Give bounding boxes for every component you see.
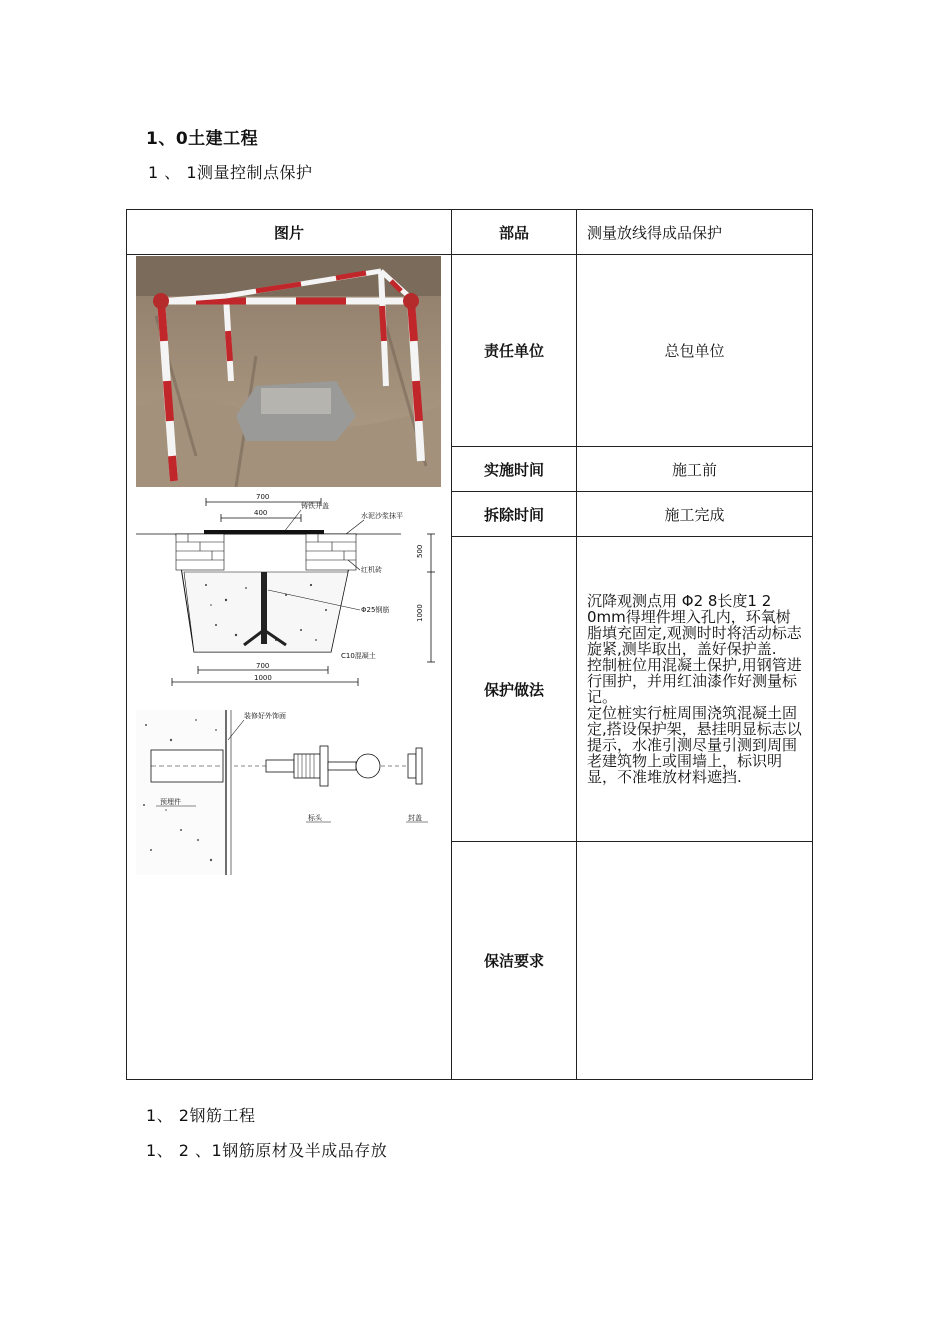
dim-side2-label: 1000 [416, 604, 424, 622]
value-responsible: 总包单位 [577, 255, 813, 447]
label-implement-time: 实施时间 [452, 447, 577, 492]
site-photo [136, 256, 441, 487]
picture-cell [127, 255, 452, 1080]
value-protection-method [577, 537, 813, 842]
dim-bottom2-label: 1000 [254, 674, 272, 682]
dim-bottom1-label: 700 [256, 662, 270, 670]
marker-assembly-drawing [136, 710, 446, 880]
brick-label: 红机砖 [361, 566, 382, 574]
dim-side1-label: 500 [416, 544, 424, 558]
dim-inner-label: 400 [254, 509, 268, 517]
header-picture: 图片 [127, 210, 452, 255]
embedded-label: 预埋件 [160, 798, 181, 806]
facade-label: 装修好外饰面 [244, 712, 286, 720]
subsection-heading-rebar-storage: 1、 2 、1钢筋原材及半成品存放 [146, 1141, 388, 1160]
concrete-label: C10混凝土 [341, 652, 376, 660]
cover-label: 铸铁井盖 [301, 502, 329, 510]
label-protection-method: 保护做法 [452, 537, 577, 842]
part-value: 测量放线得成品保护 [577, 210, 813, 255]
method-paragraph-1: 沉降观测点用 Φ2 8长度1 2 0mm得埋件埋入孔内，环氧树脂填充固定,观测时时将活动标志旋紧,测毕取出，盖好保护盖. [587, 592, 802, 658]
method-paragraph-2: 控制桩位用混凝土保护,用钢管进行围护，并用红油漆作好测量标记。 [587, 656, 802, 706]
method-paragraph-3: 定位桩实行桩周围浇筑混凝土固定,搭设保护架，悬挂明显标志以提示，水准引测尽量引测到周围老建筑物上或围墙上，标识明显，不准堆放材料遮挡. [587, 704, 802, 786]
mortar-label: 水泥沙浆抹平 [361, 512, 403, 520]
cap-label: 封盖 [408, 814, 422, 822]
label-responsible: 责任单位 [452, 255, 577, 447]
protection-table [126, 209, 813, 1080]
marker-label: 标头 [308, 814, 322, 822]
label-removal-time: 拆除时间 [452, 492, 577, 537]
value-removal-time: 施工完成 [577, 492, 813, 537]
cross-section-drawing [136, 490, 436, 705]
header-part: 部品 [452, 210, 577, 255]
section-heading-civil: 1、0土建工程 [146, 129, 259, 149]
subsection-heading-survey: 1 、 1测量控制点保护 [148, 163, 313, 182]
value-cleaning-requirement [577, 842, 813, 1080]
value-implement-time: 施工前 [577, 447, 813, 492]
label-cleaning-requirement: 保洁要求 [452, 842, 577, 1080]
dim-top-label: 700 [256, 493, 270, 501]
rebar-label: Φ25钢筋 [361, 606, 390, 614]
section-heading-rebar: 1、 2钢筋工程 [146, 1106, 256, 1125]
